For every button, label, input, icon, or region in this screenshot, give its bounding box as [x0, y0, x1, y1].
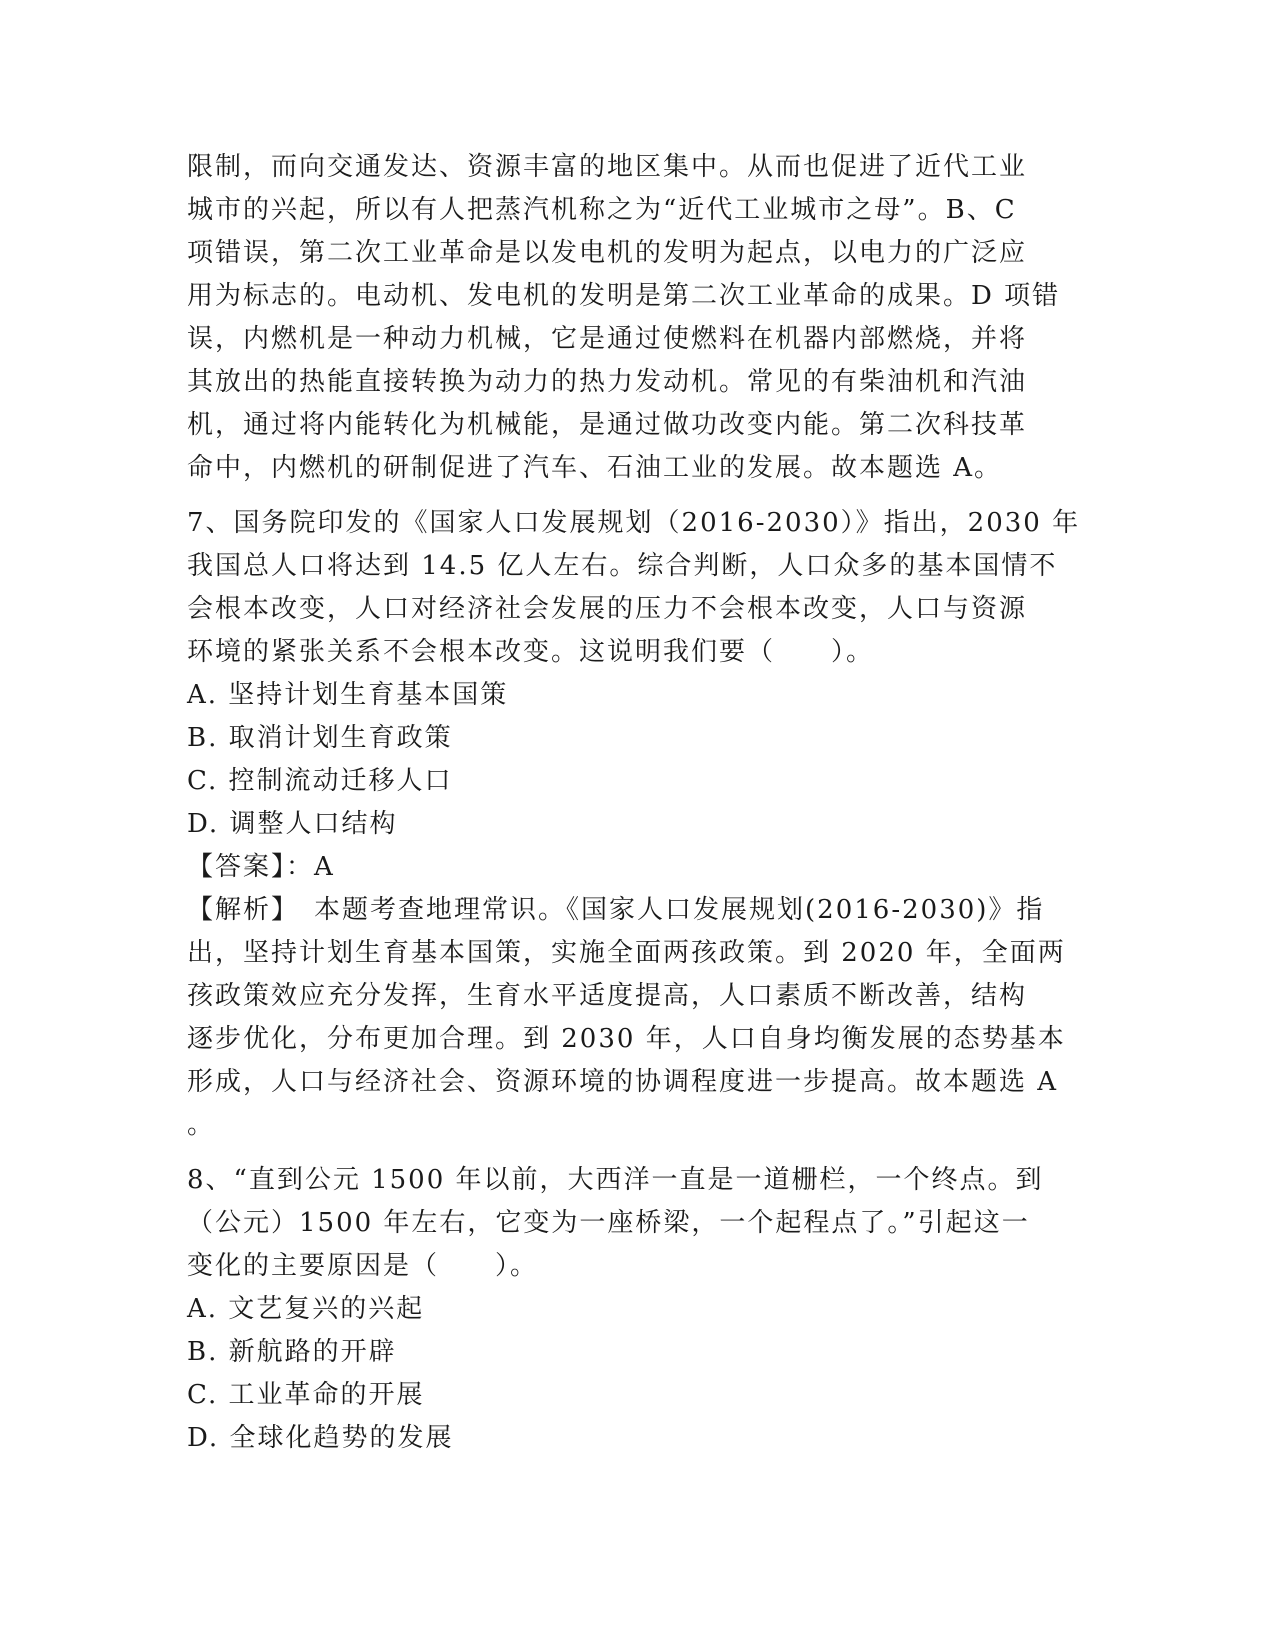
text-line: 。: [187, 1110, 216, 1140]
question-7-option-a: A. 坚持计划生育基本国策: [187, 680, 509, 710]
question-8-option-d: D. 全球化趋势的发展: [187, 1423, 454, 1453]
text-line: 8、“直到公元 1500 年以前，大西洋一直是一道栅栏，一个终点。到: [187, 1165, 1044, 1195]
answer-label: 【答案】: [187, 852, 287, 882]
analysis-text: 本题考查地理常识。《国家人口发展规划(2016-2030)》指: [286, 895, 1045, 925]
text-line: 其放出的热能直接转换为动力的热力发动机。常见的有柴油机和汽油: [187, 367, 1028, 397]
text-line: 机，通过将内能转化为机械能，是通过做功改变内能。第二次科技革: [187, 410, 1028, 440]
text-line: 环境的紧张关系不会根本改变。这说明我们要（ ）。: [187, 637, 875, 667]
text-line: 会根本改变，人口对经济社会发展的压力不会根本改变，人口与资源: [187, 594, 1028, 624]
text-line: 出，坚持计划生育基本国策，实施全面两孩政策。到 2020 年，全面两: [187, 938, 1066, 968]
question-8-option-b: B. 新航路的开辟: [187, 1337, 397, 1367]
text-line: 我国总人口将达到 14.5 亿人左右。综合判断，人口众多的基本国情不: [187, 551, 1058, 581]
text-line: 逐步优化，分布更加合理。到 2030 年，人口自身均衡发展的态势基本: [187, 1024, 1066, 1054]
question-8-option-a: A. 文艺复兴的兴起: [187, 1294, 425, 1324]
text-line: 孩政策效应充分发挥，生育水平适度提高，人口素质不断改善，结构: [187, 981, 1028, 1011]
question-8-stem: [187, 1159, 1087, 1288]
text-line: 命中，内燃机的研制促进了汽车、石油工业的发展。故本题选 A。: [187, 453, 1003, 483]
question-7-option-c: C. 控制流动迁移人口: [187, 766, 453, 796]
question-7-answer: [187, 846, 1087, 889]
text-line: （公元）1500 年左右，它变为一座桥梁，一个起程点了。”引起这一: [187, 1208, 1030, 1238]
answer-value: ：A: [286, 852, 335, 882]
previous-explanation: [187, 146, 1087, 490]
text-line: 用为标志的。电动机、发电机的发明是第二次工业革命的成果。D 项错: [187, 281, 1061, 311]
question-8-option-c: C. 工业革命的开展: [187, 1380, 425, 1410]
text-line: 7、国务院印发的《国家人口发展规划（2016-2030）》指出，2030 年: [187, 508, 1081, 538]
question-7-option-b: B. 取消计划生育政策: [187, 723, 453, 753]
text-line: 变化的主要原因是（ ）。: [187, 1251, 539, 1281]
analysis-label: 【解析】: [187, 895, 287, 925]
question-7-analysis: [187, 889, 1087, 1147]
text-line: 限制，而向交通发达、资源丰富的地区集中。从而也促进了近代工业: [187, 152, 1028, 182]
spacer: [187, 1147, 1087, 1159]
question-8: [187, 1159, 1087, 1460]
question-7: [187, 502, 1087, 1147]
question-7-option-d: D. 调整人口结构: [187, 809, 398, 839]
text-line: 城市的兴起，所以有人把蒸汽机称之为“近代工业城市之母”。B、C: [187, 195, 1017, 225]
question-7-stem: [187, 502, 1087, 674]
document-content: [187, 146, 1087, 1460]
spacer: [187, 490, 1087, 502]
text-line: 项错误，第二次工业革命是以发电机的发明为起点，以电力的广泛应: [187, 238, 1028, 268]
text-line: 误，内燃机是一种动力机械，它是通过使燃料在机器内部燃烧，并将: [187, 324, 1028, 354]
text-line: [187, 889, 1087, 932]
text-line: 形成，人口与经济社会、资源环境的协调程度进一步提高。故本题选 A: [187, 1067, 1059, 1097]
